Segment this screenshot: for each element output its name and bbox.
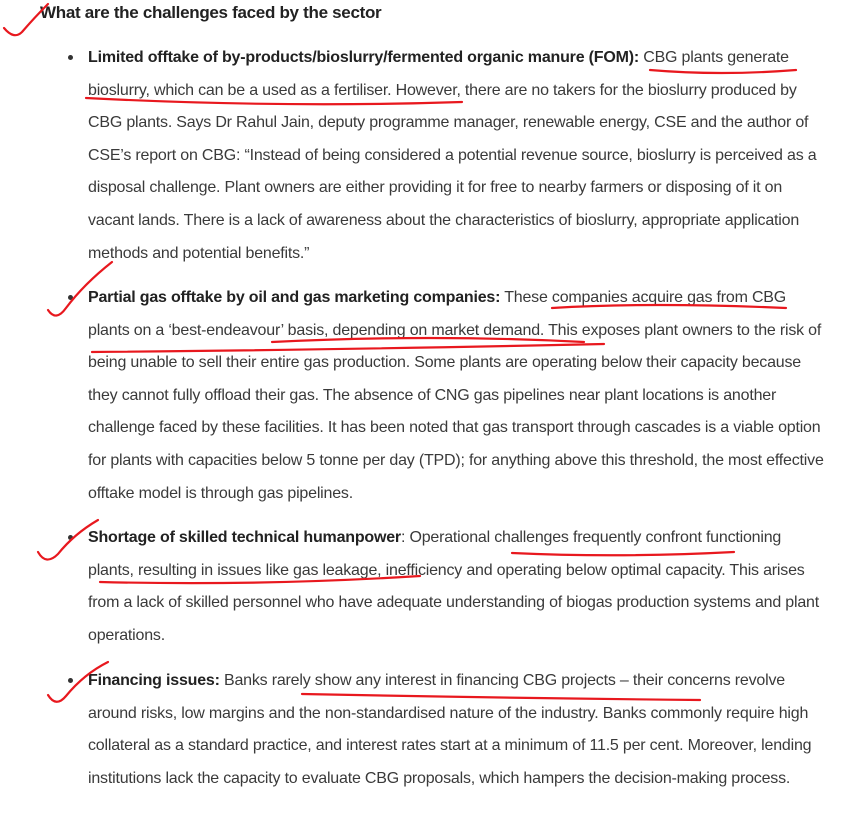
item-title: Financing issues: [88,672,220,689]
list-item-financing [88,665,828,795]
item-body: Banks rarely show any interest in financing CBG projects – their concerns revolve around risks, low margins and the non-standardised nature of the industry. Banks commonly require high collateral as a standard practice, and interest rates start at a minimum of 11.5 per cent. Moreover, lending institutions lack the capacity to evaluate CBG proposals, which hampers the decision-making process. [88,672,812,787]
list-item-humanpower [88,522,828,652]
list-item-fom-offtake [88,42,828,270]
bullet-icon [68,535,73,540]
section-heading: What are the challenges faced by the sector [40,3,382,22]
list-item-gas-offtake [88,282,828,510]
bullet-icon [68,295,73,300]
item-body: CBG plants generate bioslurry, which can be a used as a fertiliser. However, there are no takers for the bioslurry produced by CBG plants. Says Dr Rahul Jain, deputy programme manager, renewable energy, CSE and the author of CSE’s report on CBG: “Instead of being considered a potential revenue source, bioslurry is perceived as a disposal challenge. Plant owners are either providing it for free to nearby farmers or disposing of it on vacant lands. There is a lack of awareness about the characteristics of bioslurry, appropriate application methods and potential benefits.” [88,49,817,262]
item-body: These companies acquire gas from CBG plants on a ‘best-endeavour’ basis, depending on market demand. This exposes plant owners to the risk of being unable to sell their entire gas production. Some plants are operating below their capacity because they cannot fully offload their gas. The absence of CNG gas pipelines near plant locations is another challenge faced by these facilities. It has been noted that gas transport through cascades is a viable option for plants with capacities below 5 tonne per day (TPD); for anything above this threshold, the most effective offtake model is through gas pipelines. [88,289,824,502]
item-title: Shortage of skilled technical humanpower [88,529,401,546]
bullet-icon [68,55,73,60]
item-body: : Operational challenges frequently confront functioning plants, resulting in issues like gas leakage, inefficiency and operating below optimal capacity. This arises from a lack of skilled personnel who have adequate understanding of biogas production systems and plant operations. [88,529,819,644]
bullet-icon [68,678,73,683]
item-title: Partial gas offtake by oil and gas marketing companies: [88,289,501,306]
item-title: Limited offtake of by-products/bioslurry/fermented organic manure (FOM): [88,49,639,66]
